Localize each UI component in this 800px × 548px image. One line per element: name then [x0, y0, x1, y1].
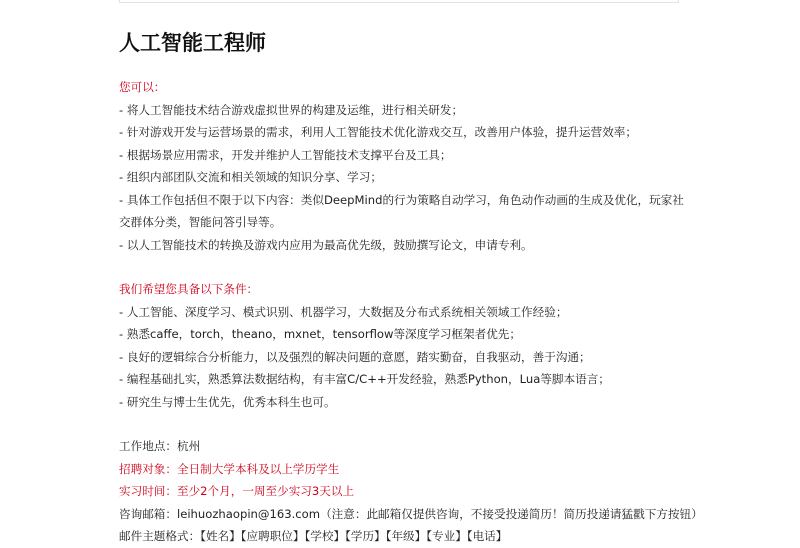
work-location: 工作地点：杭州: [119, 439, 201, 453]
requirements-heading: 我们希望您具备以下条件：: [119, 282, 259, 296]
duty-item: - 以人工智能技术的转换及游戏内应用为最高优先级，鼓励撰写论文，申请专利。: [119, 237, 533, 252]
section-spacer: [119, 413, 689, 435]
duty-item: - 针对游戏开发与运营场景的需求，利用人工智能技术优化游戏交互，改善用户体验，提升运营效率；: [119, 125, 637, 139]
requirement-item: - 熟悉caffe，torch，theano，mxnet，tensorflow等深度学习框架者优先；: [119, 327, 521, 341]
duty-item: - 将人工智能技术结合游戏虚拟世界的构建及运维，进行相关研发；: [119, 102, 464, 117]
recruit-target: 招聘对象：全日制大学本科及以上学历学生: [119, 461, 340, 476]
duty-item: - 根据场景应用需求，开发并维护人工智能技术支撑平台及工具；: [119, 147, 452, 162]
page-title: 人工智能工程师: [119, 31, 266, 55]
requirement-item: - 研究生与博士生优先，优秀本科生也可。: [119, 394, 336, 409]
duty-item: - 组织内部团队交流和相关领域的知识分享、学习；: [119, 170, 382, 184]
job-description: [119, 76, 703, 548]
internship-duration: 实习时间：至少2个月，一周至少实习3天以上: [119, 484, 355, 498]
contact-email: 咨询邮箱：leihuozhaopin@163.com（注意：此邮箱仅提供咨询，不接受投递简历！简历投递请猛戳下方按钮）: [119, 506, 703, 521]
top-container-edge: [119, 0, 679, 3]
email-subject-format: 邮件主题格式：【姓名】【应聘职位】【学校】【学历】【年级】【专业】【电话】: [119, 529, 508, 543]
requirement-item: - 编程基础扎实，熟悉算法数据结构，有丰富C/C++开发经验，熟悉Python，Lua等脚本语言；: [119, 372, 610, 386]
section-spacer: [119, 256, 689, 278]
duties-heading: 您可以：: [119, 80, 166, 94]
requirement-item: - 人工智能、深度学习、模式识别、机器学习，大数据及分布式系统相关领域工作经验；: [119, 304, 568, 319]
duty-item: - 具体工作包括但不限于以下内容：类似DeepMind的行为策略自动学习，角色动作动画的生成及优化，玩家社交群体分类，智能问答引导等。: [119, 192, 684, 229]
requirement-item: - 良好的逻辑综合分析能力，以及强烈的解决问题的意愿，踏实勤奋，自我驱动，善于沟通；: [119, 349, 591, 364]
